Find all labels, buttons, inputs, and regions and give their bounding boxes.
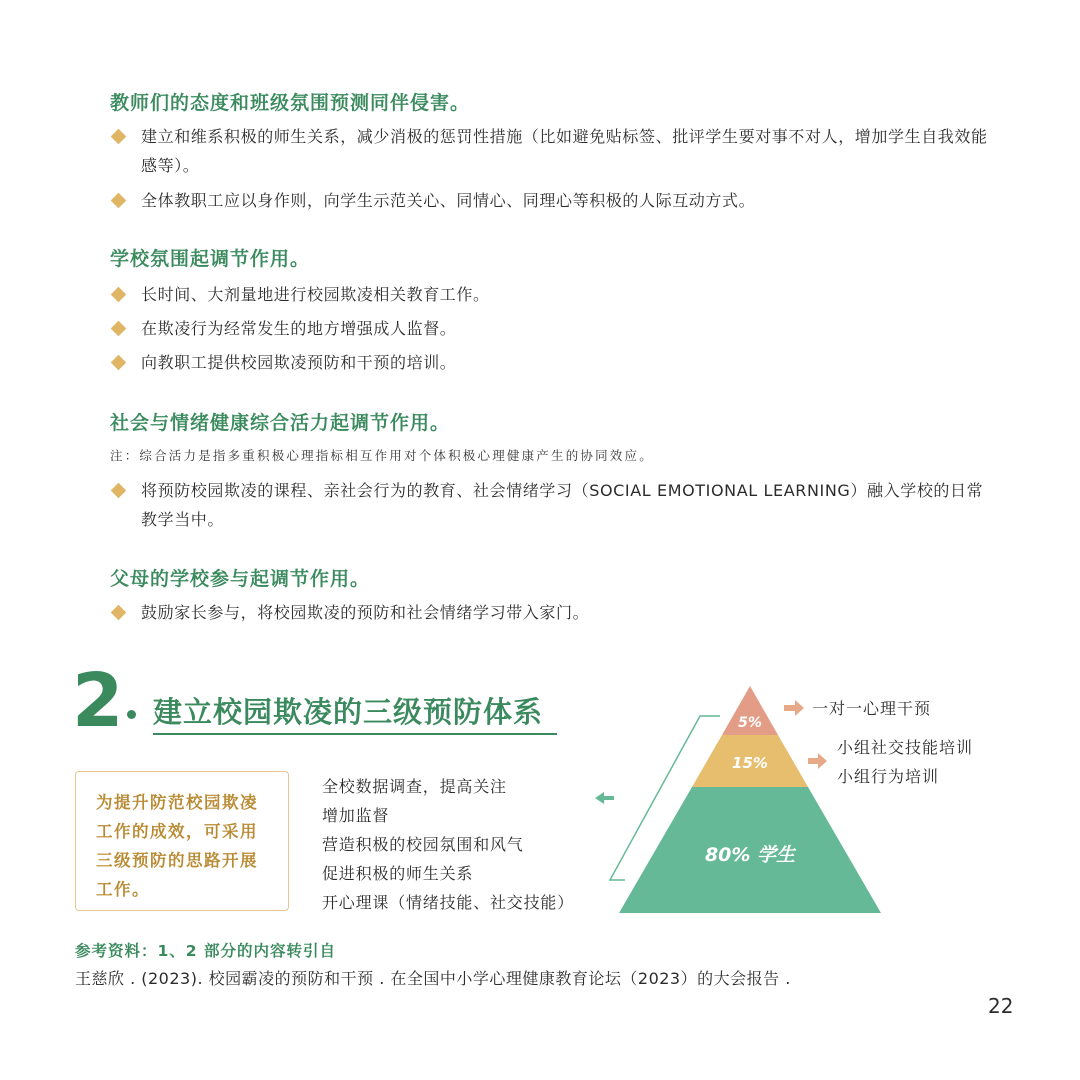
section-number: 2 xyxy=(72,658,124,744)
page-number: 22 xyxy=(988,994,1014,1018)
section-title: 建立校园欺凌的三级预防体系 xyxy=(153,695,544,729)
list-item: 促进积极的师生关系 xyxy=(322,864,474,883)
bullet-text: 长时间、大剂量地进行校园欺凌相关教育工作。 xyxy=(141,285,490,304)
arrow-right-icon xyxy=(808,753,827,769)
heading-parent-involvement: 父母的学校参与起调节作用。 xyxy=(110,568,371,590)
arrow-left-icon xyxy=(595,792,614,804)
bullet-text: 鼓励家长参与，将校园欺凌的预防和社会情绪学习带入家门。 xyxy=(141,603,590,622)
bullet-text: 向教职工提供校园欺凌预防和干预的培训。 xyxy=(141,353,457,372)
list-item: 增加监督 xyxy=(322,806,390,825)
heading-sel-vitality: 社会与情绪健康综合活力起调节作用。 xyxy=(110,412,451,434)
footnote: 注：综合活力是指多重积极心理指标相互作用对个体积极心理健康产生的协同效应。 xyxy=(110,448,654,463)
tier-top-measure: 一对一心理干预 xyxy=(812,699,932,718)
bullet-text: 建立和维系积极的师生关系，减少消极的惩罚性措施（比如避免贴标签、批评学生要对事不对人，增加学生自我效能感等）。 xyxy=(141,127,988,175)
tier-middle-measure: 小组行为培训 xyxy=(837,767,940,786)
tier-middle-measure: 小组社交技能培训 xyxy=(837,738,974,757)
tier-top-label: 5% xyxy=(738,715,762,731)
bullet-text: 在欺凌行为经常发生的地方增强成人监督。 xyxy=(141,319,457,338)
callout-box: 为提升防范校园欺凌工作的成效，可采用三级预防的思路开展工作。 xyxy=(75,771,289,911)
list-item: 营造积极的校园氛围和风气 xyxy=(322,835,524,854)
tier-middle-label: 15% xyxy=(732,754,768,772)
reference-citation: 王慈欣 . (2023). 校园霸凌的预防和干预 . 在全国中小学心理健康教育论坛（2023）的大会报告 . xyxy=(75,969,791,988)
heading-school-climate: 学校氛围起调节作用。 xyxy=(110,248,311,270)
list-item: 开心理课（情绪技能、社交技能） xyxy=(322,893,575,912)
heading-teacher-attitudes: 教师们的态度和班级氛围预测同伴侵害。 xyxy=(110,92,471,114)
arrow-right-icon xyxy=(784,700,804,716)
tier-base-label: 80% 学生 xyxy=(704,844,796,866)
bullet-text: 将预防校园欺凌的课程、亲社会行为的教育、社会情绪学习（SOCIAL EMOTIONAL LEARNING）融入学校的日常教学当中。 xyxy=(141,481,984,529)
bullet-text: 全体教职工应以身作则，向学生示范关心、同情心、同理心等积极的人际互动方式。 xyxy=(141,191,756,210)
list-item: 全校数据调查，提高关注 xyxy=(322,777,507,796)
reference-heading: 参考资料：1、2 部分的内容转引自 xyxy=(75,942,336,960)
